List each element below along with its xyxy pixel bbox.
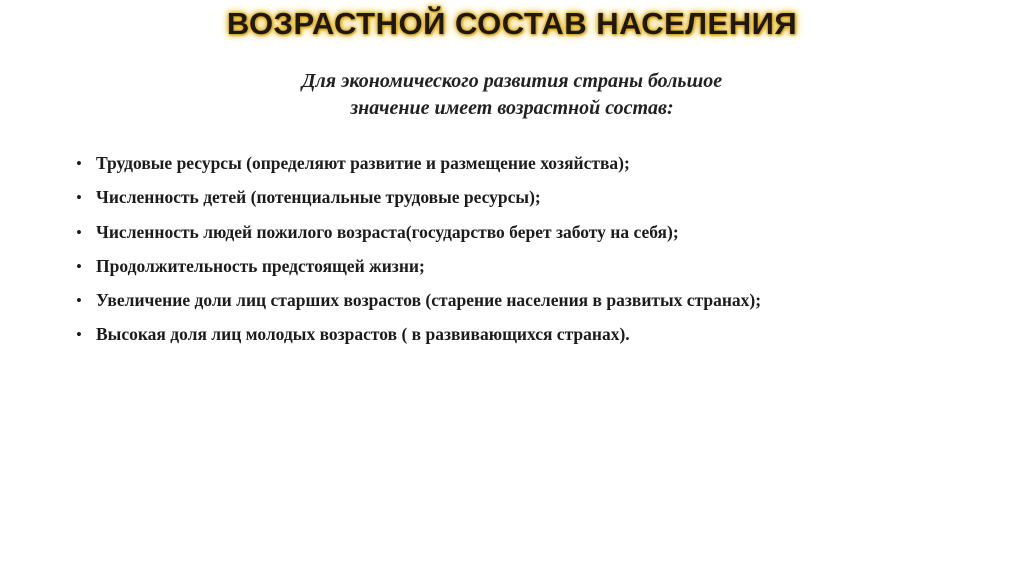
bullet-text: Трудовые ресурсы (определяют развитие и размещение хозяйства); xyxy=(96,153,630,173)
bullet-icon: • xyxy=(76,154,82,173)
bullet-text: Продолжительность предстоящей жизни; xyxy=(96,255,425,276)
bullet-item xyxy=(76,187,996,221)
bullet-item xyxy=(76,153,996,187)
bullet-text: Численность детей (потенциальные трудовые ресурсы); xyxy=(96,187,541,208)
slide-title: ВОЗРАСТНОЙ СОСТАВ НАСЕЛЕНИЯ xyxy=(226,6,798,41)
bullet-icon: • xyxy=(76,256,82,276)
bullet-text: Высокая доля лиц молодых возрастов ( в развивающихся странах). xyxy=(96,324,630,345)
bullet-icon: • xyxy=(76,222,82,242)
bullet-icon: • xyxy=(76,325,82,345)
bullet-list xyxy=(76,153,996,359)
bullet-icon: • xyxy=(76,291,82,311)
bullet-icon: • xyxy=(76,188,82,208)
bullet-text: Численность людей пожилого возраста(государство берет заботу на себя); xyxy=(96,221,679,242)
slide-subtitle: Для экономического развития страны большое значение имеет возрастной состав: xyxy=(301,70,723,119)
bullet-item xyxy=(76,256,996,290)
bullet-item xyxy=(76,290,996,324)
bullet-item xyxy=(76,222,996,256)
bullet-item xyxy=(76,324,996,358)
bullet-text: Увеличение доли лиц старших возрастов (старение населения в развитых странах); xyxy=(96,290,762,311)
